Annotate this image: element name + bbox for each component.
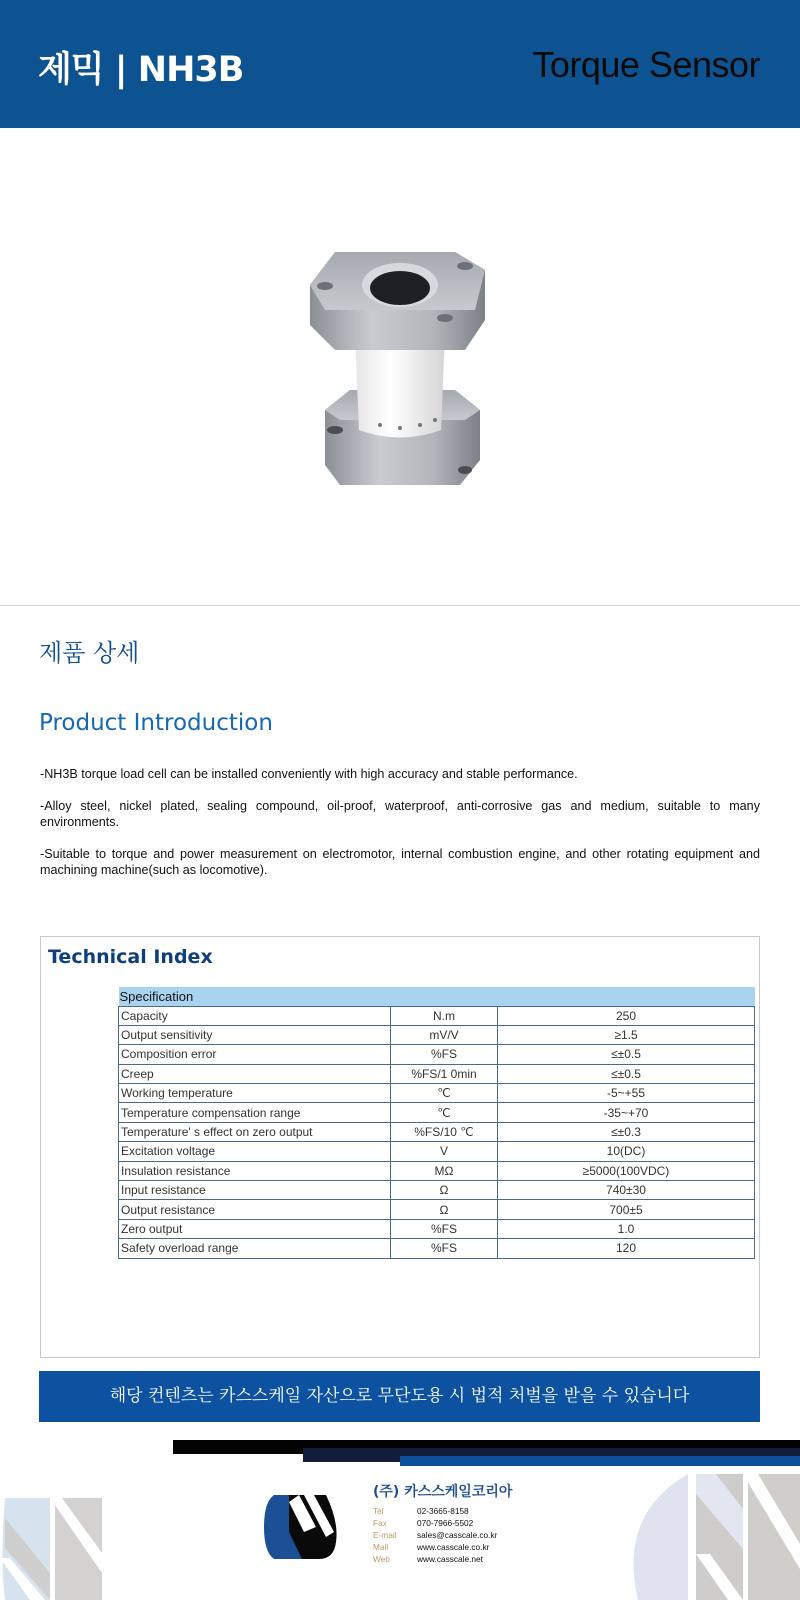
spec-value: 740±30 (498, 1181, 755, 1200)
spec-value: 1.0 (498, 1219, 755, 1238)
section-divider (0, 605, 800, 606)
spec-unit: mV/V (391, 1025, 498, 1044)
spec-unit: MΩ (391, 1161, 498, 1180)
product-category-title: Torque Sensor (532, 44, 760, 85)
product-detail-heading: 제품 상세 (39, 639, 140, 667)
spec-name: Excitation voltage (119, 1142, 391, 1161)
spec-unit: %FS/10 ℃ (391, 1122, 498, 1141)
watermark-logo-left-icon (0, 1498, 102, 1600)
spec-unit: ℃ (391, 1103, 498, 1122)
table-row (119, 1161, 755, 1180)
table-row (119, 1045, 755, 1064)
stripe-blue (400, 1456, 800, 1466)
table-row (119, 1239, 755, 1258)
spec-value: 700±5 (498, 1200, 755, 1219)
company-info (373, 1481, 613, 1565)
table-row (119, 1025, 755, 1044)
contact-value[interactable]: www.casscale.net (417, 1554, 483, 1564)
contact-label: Web (373, 1554, 390, 1564)
table-row (119, 1219, 755, 1238)
spec-name: Zero output (119, 1219, 391, 1238)
spec-value: ≥5000(100VDC) (498, 1161, 755, 1180)
decorative-stripes (0, 1440, 800, 1470)
spec-value: ≤±0.3 (498, 1122, 755, 1141)
spec-name: Input resistance (119, 1181, 391, 1200)
watermark-logo-right-icon (628, 1474, 800, 1600)
torque-sensor-photo-icon (305, 240, 495, 502)
table-row (119, 1084, 755, 1103)
table-row (119, 1103, 755, 1122)
contact-web (373, 1553, 613, 1565)
spec-name: Safety overload range (119, 1239, 391, 1258)
table-row (119, 1142, 755, 1161)
spec-unit: Ω (391, 1200, 498, 1219)
table-row (119, 1006, 755, 1025)
product-introduction-heading: Product Introduction (39, 710, 273, 736)
spec-unit: %FS/1 0min (391, 1064, 498, 1083)
spec-unit: V (391, 1142, 498, 1161)
contact-mall (373, 1541, 613, 1553)
spec-name: Temperature compensation range (119, 1103, 391, 1122)
spec-name: Output sensitivity (119, 1025, 391, 1044)
table-row (119, 1200, 755, 1219)
spec-value: -5~+55 (498, 1084, 755, 1103)
spec-value: ≤±0.5 (498, 1045, 755, 1064)
technical-index-heading: Technical Index (48, 946, 213, 968)
spec-value: -35~+70 (498, 1103, 755, 1122)
cas-logo-icon (264, 1492, 344, 1562)
spec-name: Composition error (119, 1045, 391, 1064)
contact-label: Tel (373, 1506, 384, 1516)
contact-value[interactable]: www.casscale.co.kr (417, 1542, 490, 1552)
specification-header: Specification (119, 987, 755, 1006)
intro-item: -Alloy steel, nickel plated, sealing compound, oil-proof, waterproof, anti-corrosive gas and medium, suitable to many environments. (40, 799, 760, 829)
spec-value: 250 (498, 1006, 755, 1025)
spec-value: 120 (498, 1239, 755, 1258)
spec-unit: N.m (391, 1006, 498, 1025)
contact-value: 070-7966-5502 (417, 1518, 474, 1528)
product-introduction-list (40, 766, 760, 894)
spec-unit: ℃ (391, 1084, 498, 1103)
table-row (119, 1181, 755, 1200)
specification-table (118, 987, 755, 1259)
spec-value: 10(DC) (498, 1142, 755, 1161)
intro-item: -Suitable to torque and power measurement on electromotor, internal combustion engine, and other rotating equipment and machining machine(such as locomotive). (40, 847, 760, 877)
contact-fax (373, 1517, 613, 1529)
copyright-notice-banner: 해당 컨텐츠는 카스스케일 자산으로 무단도용 시 법적 처벌을 받을 수 있습니다 (39, 1371, 760, 1422)
table-row (119, 1122, 755, 1141)
technical-index-panel (40, 936, 760, 1358)
intro-item: -NH3B torque load cell can be installed conveniently with high accuracy and stable performance. (40, 767, 578, 781)
spec-name: Temperature' s effect on zero output (119, 1122, 391, 1141)
product-brand-title: 제믹 | NH3B (38, 50, 244, 90)
spec-name: Working temperature (119, 1084, 391, 1103)
contact-value[interactable]: sales@casscale.co.kr (417, 1530, 498, 1540)
table-header-row (119, 987, 755, 1006)
spec-value: ≤±0.5 (498, 1064, 755, 1083)
spec-name: Capacity (119, 1006, 391, 1025)
spec-name: Insulation resistance (119, 1161, 391, 1180)
spec-unit: Ω (391, 1181, 498, 1200)
company-name: (주) 카스스케일코리아 (373, 1484, 513, 1500)
table-row (119, 1064, 755, 1083)
contact-value: 02-3665-8158 (417, 1506, 469, 1516)
spec-name: Creep (119, 1064, 391, 1083)
spec-unit: %FS (391, 1045, 498, 1064)
contact-tel (373, 1505, 613, 1517)
contact-label: Fax (373, 1518, 387, 1528)
spec-unit: %FS (391, 1239, 498, 1258)
spec-value: ≥1.5 (498, 1025, 755, 1044)
contact-label: Mall (373, 1542, 389, 1552)
spec-name: Output resistance (119, 1200, 391, 1219)
contact-email (373, 1529, 613, 1541)
spec-unit: %FS (391, 1219, 498, 1238)
contact-label: E-mail (373, 1530, 397, 1540)
page-header (0, 0, 800, 128)
